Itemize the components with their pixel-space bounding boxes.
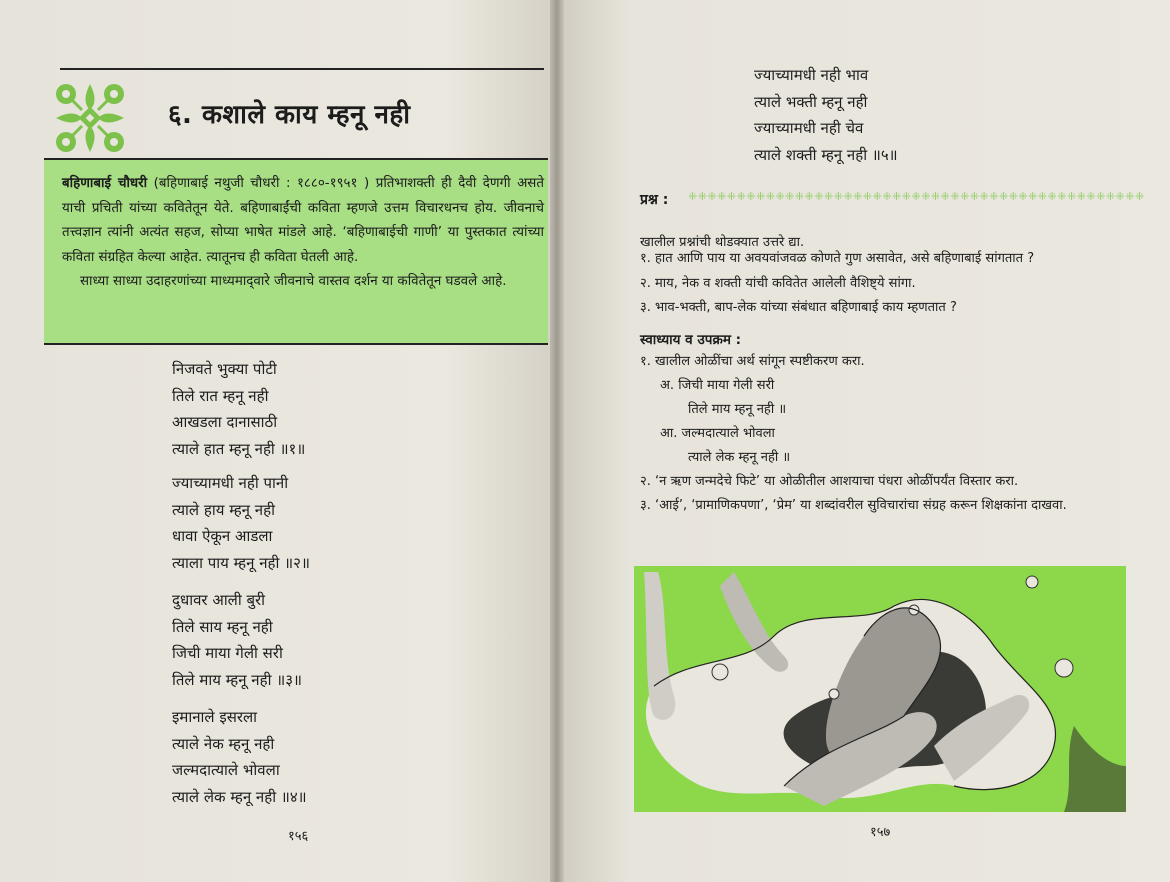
poem-line: तिले रात म्हनू नही	[172, 386, 269, 405]
questions-heading: प्रश्न :	[640, 192, 669, 208]
poem-line: जल्मदात्याले भोवला	[172, 761, 280, 779]
poem-line: त्याले भक्ती म्हनू नही	[754, 92, 868, 111]
question-item: २. माय, नेक व शक्ती यांची कवितेत आलेली वैशिष्ट्ये सांगा.	[640, 275, 916, 291]
poem-line: ज्याच्यामधी नही पानी	[172, 474, 289, 492]
bio-text	[62, 172, 544, 295]
poem-line: ज्याच्यामधी नही चेव	[754, 119, 864, 137]
activity-1-a-line2: तिले माय म्हनू नही ॥	[688, 402, 787, 417]
poem-line: आखडला दानासाठी	[172, 413, 278, 431]
poem-line: त्याले हाय म्हनू नही	[172, 500, 275, 519]
activity-1-b-line2: त्याले लेक म्हनू नही ॥	[688, 450, 791, 465]
activity-item-3: ३. ‘आई’, ‘प्रामाणिकपणा’, ‘प्रेम’ या शब्दांवरील सुविचारांचा संग्रह करून शिक्षकांना दाखवा.	[640, 498, 1067, 513]
poem-stanza-3	[172, 587, 302, 693]
activity-1-b: आ. जल्मदात्याले भोवला	[660, 426, 775, 441]
poem-line: त्याले लेक म्हनू नही ॥४॥	[172, 787, 307, 806]
question-item: ३. भाव-भक्ती, बाप-लेक यांच्या संबंधात बहिणाबाई काय म्हणतात ?	[640, 300, 957, 315]
question-item: १. हात आणि पाय या अवयवांजवळ कोणते गुण असावेत, असे बहिणाबाई सांगतात ?	[640, 251, 1035, 266]
poem-stanza-1	[172, 356, 305, 462]
poem-line: दुधावर आली बुरी	[172, 591, 266, 609]
activity-1-a: अ. जिची माया गेली सरी	[660, 378, 775, 393]
poem-stanza-5	[754, 62, 898, 168]
poem-line: त्याले हात म्हनू नही ॥१॥	[172, 439, 306, 458]
activity-item-1: १. खालील ओळींचा अर्थ सांगून स्पष्टीकरण करा.	[640, 354, 865, 369]
poem-line: त्याला पाय म्हनू नही ॥२॥	[172, 553, 310, 572]
bio-paragraph-1	[62, 172, 544, 270]
chapter-title: ६. कशाले काय म्हनू नही	[168, 100, 411, 130]
poem-stanza-2	[172, 470, 310, 576]
bio-paragraph-2: साध्या साध्या उदाहरणांच्या माध्यमाद्‌वारे जीवनाचे वास्तव दर्शन या कवितेतून घडवले आहे.	[80, 274, 507, 289]
author-name: बहिणाबाई चौधरी	[62, 176, 148, 191]
chapter-ornament-icon	[52, 80, 128, 156]
hands-illustration	[634, 566, 1126, 812]
poem-line: त्याले नेक म्हनू नही	[172, 734, 275, 753]
questions-intro: खालील प्रश्नांची थोडक्यात उत्तरे द्या.	[640, 235, 805, 250]
bio-box-bottom-rule	[44, 343, 548, 345]
decorative-dot-rule: ⁜⁜⁜⁜⁜⁜⁜⁜⁜⁜⁜⁜⁜⁜⁜⁜⁜⁜⁜⁜⁜⁜⁜⁜⁜⁜⁜⁜⁜⁜⁜⁜⁜⁜⁜⁜⁜⁜⁜⁜⁜⁜⁜⁜⁜⁜⁜	[688, 190, 1145, 203]
activities-heading: स्वाध्याय व उपक्रम :	[640, 332, 741, 348]
questions-list	[640, 247, 1034, 321]
activities-list	[640, 350, 1110, 518]
book-gutter	[550, 0, 564, 882]
poem-line: तिले साय म्हनू नही	[172, 617, 273, 636]
page-number-left: १५६	[288, 829, 309, 844]
poem-stanza-4	[172, 704, 307, 810]
poem-line: त्याले शक्ती म्हनू नही ॥५॥	[754, 145, 898, 164]
poem-line: जिची माया गेली सरी	[172, 644, 283, 662]
bio-box-top-rule	[44, 158, 548, 160]
page-number-right: १५७	[870, 825, 891, 840]
poem-line: ज्याच्यामधी नही भाव	[754, 66, 869, 84]
bio-paragraph-1-text: (बहिणाबाई नथुजी चौधरी : १८८०-१९५१ ) प्रतिभाशक्ती ही दैवी देणगी असते याची प्रचिती यांच्या कवितेतून येते. बहिणाबाईंची कविता म्हणजे उत्तम विचारधनच होय. जीवनाचे तत्त्वज्ञान त्यांनी अत्यंत सहज, सोप्या भाषेत मांडले आहे. ‘बहिणाबाईची गाणी’ या पुस्तकात त्यांच्या कविता संग्रहित केल्या आहेत. त्यातूनच ही कविता घेतली आहे.	[62, 176, 544, 265]
poem-line: धावा ऐकून आडला	[172, 527, 273, 545]
title-rule	[60, 68, 544, 70]
activity-item-2: २. ‘न ऋण जन्मदेचे फिटे’ या ओळीतील आशयाचा पंधरा ओळींपर्यंत विस्तार करा.	[640, 474, 1019, 489]
poem-line: निजवते भुक्या पोटी	[172, 360, 277, 378]
poem-line: तिले माय म्हनू नही ॥३॥	[172, 670, 302, 689]
poem-line: इमानाले इसरला	[172, 708, 258, 726]
